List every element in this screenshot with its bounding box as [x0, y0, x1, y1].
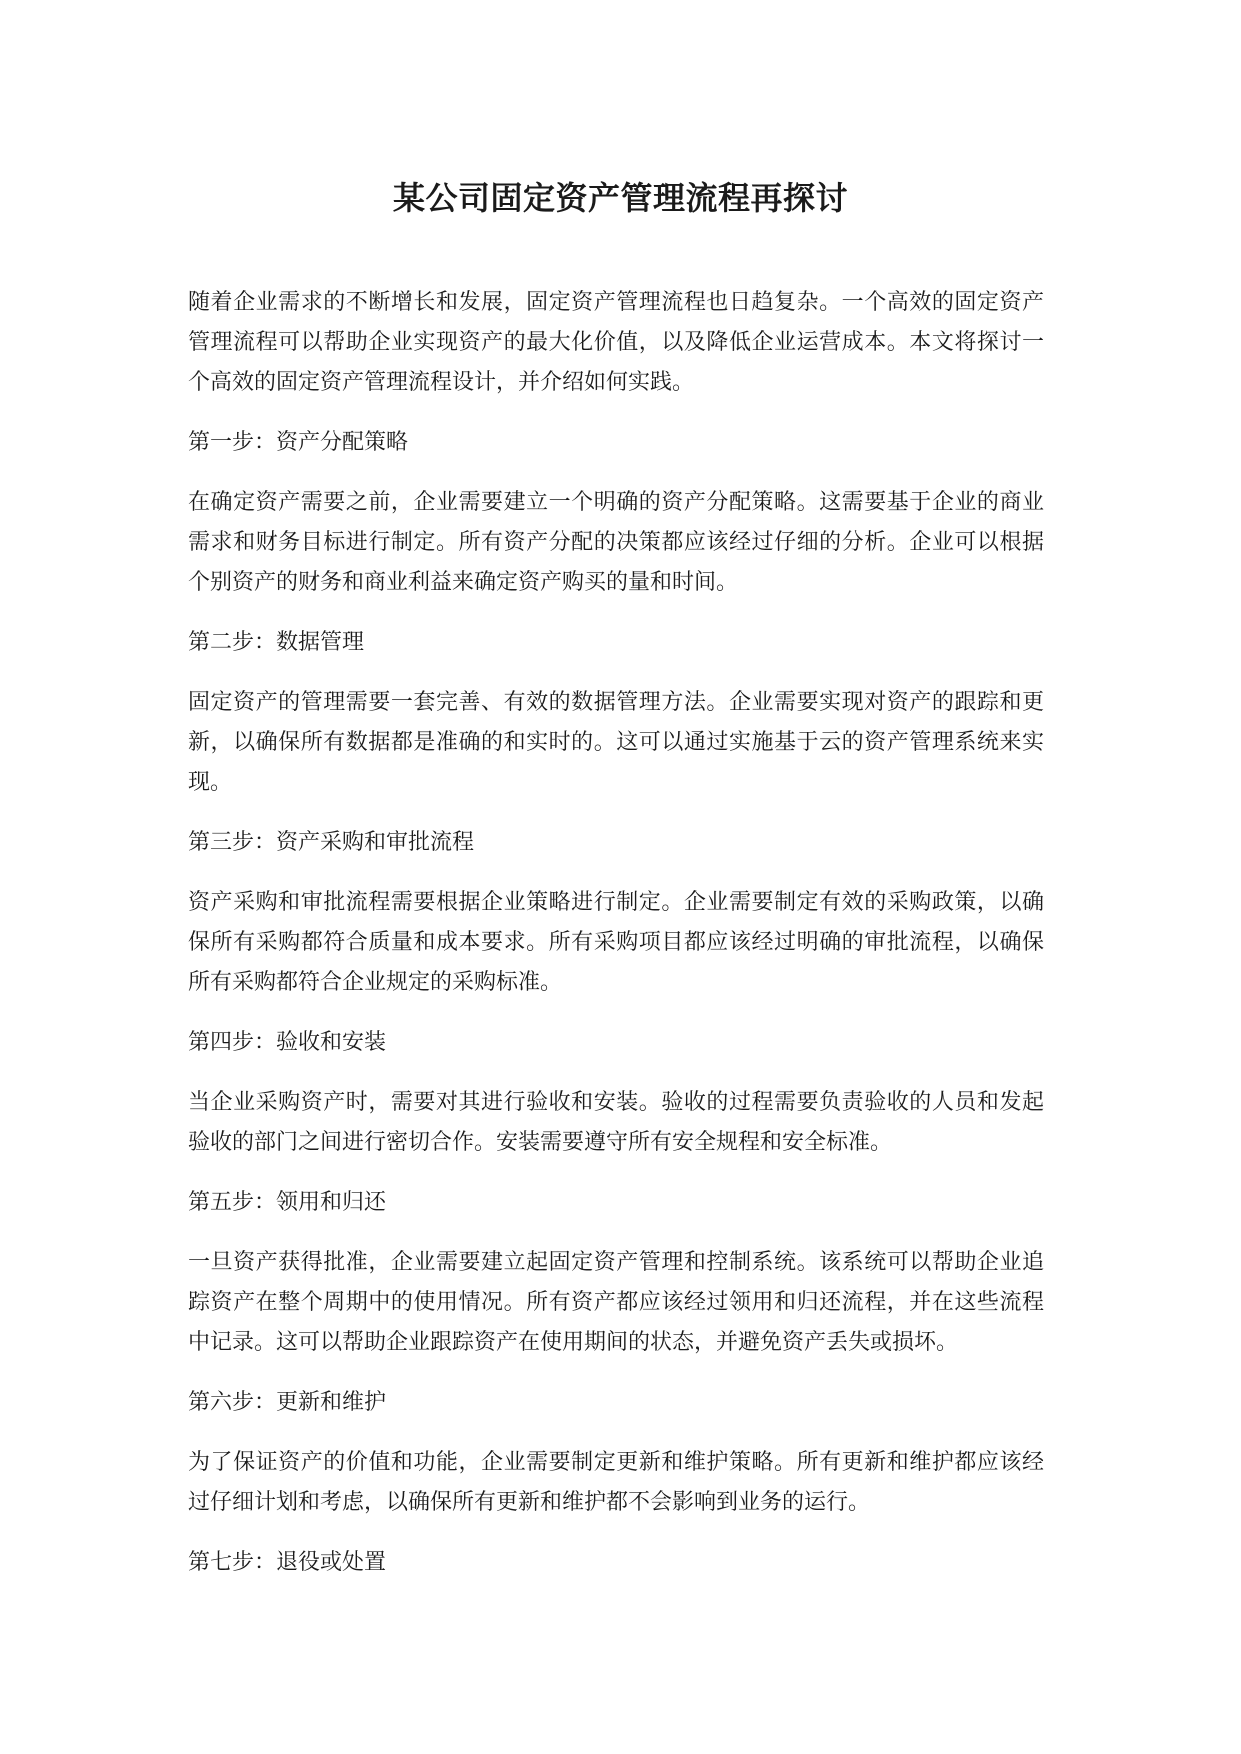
step-6-heading: 第六步：更新和维护: [188, 1390, 387, 1415]
step-1-heading: 第一步：资产分配策略: [188, 430, 409, 455]
intro-paragraph: 随着企业需求的不断增长和发展，固定资产管理流程也日趋复杂。一个高效的固定资产管理流程可以帮助企业实现资产的最大化价值，以及降低企业运营成本。本文将探讨一个高效的固定资产管理流程设计，并介绍如何实践。: [188, 290, 1044, 395]
document-title: 某公司固定资产管理流程再探讨: [392, 179, 848, 217]
step-6-paragraph: 为了保证资产的价值和功能，企业需要制定更新和维护策略。所有更新和维护都应该经过仔细计划和考虑，以确保所有更新和维护都不会影响到业务的运行。: [188, 1450, 1044, 1515]
step-3-heading: 第三步：资产采购和审批流程: [188, 830, 475, 855]
step-4-heading: 第四步：验收和安装: [188, 1030, 387, 1055]
step-5-heading: 第五步：领用和归还: [188, 1190, 387, 1215]
step-2-heading: 第二步：数据管理: [188, 630, 365, 655]
step-2-paragraph: 固定资产的管理需要一套完善、有效的数据管理方法。企业需要实现对资产的跟踪和更新，以确保所有数据都是准确的和实时的。这可以通过实施基于云的资产管理系统来实现。: [188, 690, 1044, 795]
step-5-paragraph: 一旦资产获得批准，企业需要建立起固定资产管理和控制系统。该系统可以帮助企业追踪资产在整个周期中的使用情况。所有资产都应该经过领用和归还流程，并在这些流程中记录。这可以帮助企业跟踪资产在使用期间的状态，并避免资产丢失或损坏。: [188, 1250, 1044, 1355]
step-1-paragraph: 在确定资产需要之前，企业需要建立一个明确的资产分配策略。这需要基于企业的商业需求和财务目标进行制定。所有资产分配的决策都应该经过仔细的分析。企业可以根据个别资产的财务和商业利益来确定资产购买的量和时间。: [188, 490, 1044, 595]
step-3-paragraph: 资产采购和审批流程需要根据企业策略进行制定。企业需要制定有效的采购政策，以确保所有采购都符合质量和成本要求。所有采购项目都应该经过明确的审批流程，以确保所有采购都符合企业规定的采购标准。: [188, 890, 1044, 995]
step-4-paragraph: 当企业采购资产时，需要对其进行验收和安装。验收的过程需要负责验收的人员和发起验收的部门之间进行密切合作。安装需要遵守所有安全规程和安全标准。: [188, 1090, 1044, 1155]
step-7-heading: 第七步：退役或处置: [188, 1550, 387, 1575]
document-body: [188, 283, 1044, 1603]
